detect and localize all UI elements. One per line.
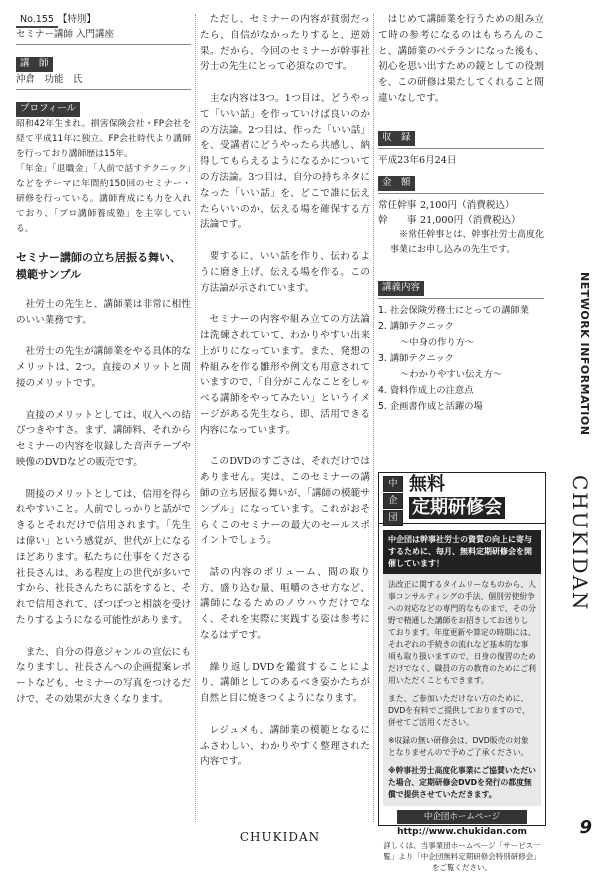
ad-body bbox=[383, 574, 541, 806]
profile-label: プロフィール bbox=[16, 102, 80, 117]
ad-detail: 詳しくは、当事業団ホームページ「サービス一覧」より「中企団無料定期研修会特別研修会」をご覧ください。 bbox=[383, 841, 541, 872]
article-title: セミナー講師 入門講座 bbox=[16, 29, 115, 40]
topic-item: 5. 企画書作成と活躍の場 bbox=[378, 401, 483, 413]
lecturer-label: 講 師 bbox=[16, 57, 53, 72]
brand-name: CHUKIDAN bbox=[568, 475, 592, 612]
topic-subitem: ～中身の作り方～ bbox=[400, 337, 475, 349]
body-paragraph: 主な内容は3つ。1つ目は、どうやって「いい話」を作っていけば良いのかの方法論。2つ目は、作った「いい話」を、受講者にどうやったら共感し、納得してもらえるようになるかについての方法論。3つ目は、自分の持ちネタになった「いい話」を、どこで誰に伝えたらいいのか、伝える場を確保する方法論です。 bbox=[200, 92, 370, 231]
body-paragraph: また、自分の得意ジャンルの宣伝にもなりますし、社長さんへの企画提案レポートなども、セミナーの写真をつけるだけで、その効果が大きくなります。 bbox=[16, 646, 191, 705]
topic-item: 1. 社会保険労務士にとっての講師業 bbox=[378, 305, 530, 317]
sidebar bbox=[550, 0, 600, 852]
fee-note: ※常任幹事とは、幹事社労士高度化事業にお申し込みの先生です。 bbox=[390, 229, 544, 255]
column-1 bbox=[16, 12, 191, 724]
fee-label: 金 額 bbox=[378, 176, 415, 191]
body-paragraph: このDVDのすごさは、それだけではありません。実は、このセミナーの講師の立ち居振る舞いが、「講師の模範サンプル」になっています。これがおそらくこのセミナーの最大のセールスポイントでしょう。 bbox=[200, 456, 370, 547]
body-paragraph: レジュメも、講師業の模範となるにふさわしい、わかりやすく整理された内容です。 bbox=[200, 724, 370, 768]
fee-row bbox=[378, 198, 544, 213]
fee-value: 2,100円（消費税込） bbox=[420, 199, 515, 211]
page-number: 9 bbox=[579, 817, 592, 838]
ad-bold-note: ※幹事社労士高度化事業にご協賛いただいた場合、定期研修会DVDを発行の都度無償で提供させていただきます。 bbox=[388, 766, 536, 799]
divider bbox=[378, 193, 544, 194]
lecturer-name: 沖倉 功能 氏 bbox=[16, 74, 83, 85]
ad-header bbox=[379, 473, 545, 524]
logo-char: 団 bbox=[383, 510, 403, 526]
topic-item: 2. 講師テクニック bbox=[378, 321, 454, 333]
topic-list bbox=[378, 303, 544, 415]
record-date: 平成23年6月24日 bbox=[378, 154, 457, 166]
chukidan-logo bbox=[383, 476, 403, 527]
body-paragraph: 社労士の先生が講師業をやる具体的なメリットは、2つ。直接のメリットと間接のメリットです。 bbox=[16, 346, 191, 389]
ad-paragraph: 法改正に関するタイムリーなものから、人事コンサルティングの手法、個別労使紛争への対応などの専門的なものまで、その分野で精通した講師をお招きしてお送りしております。年度更新や算定の時期には、それぞれの手続きの流れなど基本的な事項も取り扱いますので、日身の復習のためだけでなく、職員の方の教育のためにご利用いただくこともできます。 bbox=[388, 580, 536, 685]
topic-subitem: ～わかりやすい伝え方～ bbox=[400, 369, 503, 381]
body-paragraph: 繰り返しDVDを鑑賞することにより、講師としてのあるべき姿かたちが自然と目に焼きつくようになります。 bbox=[200, 661, 370, 705]
body-paragraph: ただし、セミナーの内容が貧弱だったら、自信がなかったりすると、逆効果。だから、今回のセミナーが幹事社労士の先生にとって必須なのです。 bbox=[200, 14, 370, 73]
record-label: 収 録 bbox=[378, 131, 415, 146]
column-3 bbox=[378, 12, 544, 415]
divider bbox=[378, 148, 544, 149]
homepage-label: 中企団ホームページ bbox=[397, 810, 527, 824]
body-paragraph: 直接のメリットとしては、収入への結びつきやすさ。まず、講師料、それからセミナーの内容を収録した音声テープや映像のDVDなどの販売です。 bbox=[16, 409, 191, 468]
body-paragraph: 社労士の先生と、講師業は非常に相性のいい業務です。 bbox=[16, 299, 191, 326]
profile-paragraph: 昭和42年生まれ。損害保険会社・FP会社を経て平成11年に独立。FP会社時代より講師を行っており講師歴は15年。 bbox=[16, 119, 191, 159]
content-label: 講義内容 bbox=[378, 281, 424, 296]
homepage-url[interactable]: http://www.chukidan.com bbox=[397, 827, 527, 837]
profile-paragraph: 「年金」「退職金」「人前で話すテクニック」などをテーマに年間約150回のセミナー・研修を行っている。講師育成にも力を入れており、「プロ講師養成塾」を主宰している。 bbox=[16, 164, 191, 234]
section-title: NETWORK INFORMATION bbox=[578, 272, 591, 436]
topic-item: 4. 資料作成上の注意点 bbox=[378, 385, 474, 397]
logo-char: 中 bbox=[383, 476, 403, 492]
topic-item: 3. 講師テクニック bbox=[378, 353, 454, 365]
column-separator bbox=[195, 14, 196, 822]
ad-lead: 中企団は幹事社労士の資質の向上に寄与するために、毎月、無料定期研修会を開催しています！ bbox=[383, 530, 541, 574]
ad-paragraph: ※収録の無い研修会は、DVD販売の対象となりませんので予めご了承ください。 bbox=[388, 736, 529, 757]
logo-char: 企 bbox=[383, 493, 403, 509]
body-paragraph: はじめて講師業を行うための組み立て時の参考になるのはもちろんのこと、講師業のベテランになった後も、初心を思い出すための鏡としての役割を、この研修は果たしてくれること間違いなしです。 bbox=[378, 14, 544, 104]
body-paragraph: セミナーの内容や組み立ての方法論は洗練されていて、わかりやすい出来上がりになっています。また、発想の枠組みを作る雛形や例文も用意されていますので、「自分がこんなことをしゃべる講師をやってみたい」というイメージがある先生なら、即、活用できる内容になっています。 bbox=[200, 314, 370, 436]
article-kind: 【特別】 bbox=[57, 14, 96, 25]
ad-title-top: 無料 bbox=[409, 474, 445, 495]
body-paragraph: 要するに、いい話を作り、伝わるように磨き上げ、伝える場を作る。この方法論が示されています。 bbox=[200, 250, 370, 294]
divider bbox=[378, 298, 544, 299]
article-number bbox=[16, 12, 191, 28]
fee-key: 幹 事 bbox=[378, 214, 417, 226]
column-2 bbox=[200, 12, 370, 786]
fee-key: 常任幹事 bbox=[378, 199, 417, 211]
profile-text bbox=[16, 117, 191, 237]
section-heading: セミナー講師の立ち居振る舞い、模範サンプル bbox=[16, 251, 181, 281]
fee-row bbox=[378, 213, 544, 228]
ad-paragraph: また、ご参加いただけない方のために、DVDを有料でご提供しておりますので、併せてご活用ください。 bbox=[388, 694, 530, 727]
divider bbox=[16, 44, 191, 45]
body-paragraph: 話の内容のボリューム、間の取り方、盛り込む量、咀嚼のさせ方など、講師になるためのノウハウだけでなく、それを実際に実践する姿は参考になるはずです。 bbox=[200, 566, 370, 642]
ad-title-bottom: 定期研修会 bbox=[409, 497, 505, 519]
column-separator bbox=[373, 14, 374, 822]
body-paragraph: 間接のメリットとしては、信用を得られやすいこと。人前でしっかりと話ができるとそれだけで信用されます。「先生は偉い」という感覚が、世代が上になるほどあります。私たちに仕事をくださる社長さんは、ある程度上の世代が多いですから、社長さんたちに話をすると、それで信用されて、ぽつぽつと相談を受けたりするようになる可能性があります。 bbox=[16, 488, 191, 626]
footer-brand: CHUKIDAN bbox=[239, 830, 321, 844]
free-seminar-ad bbox=[378, 472, 546, 872]
number-label: No.155 bbox=[16, 13, 58, 28]
divider bbox=[16, 89, 191, 90]
fee-value: 21,000円（消費税込） bbox=[420, 214, 521, 226]
